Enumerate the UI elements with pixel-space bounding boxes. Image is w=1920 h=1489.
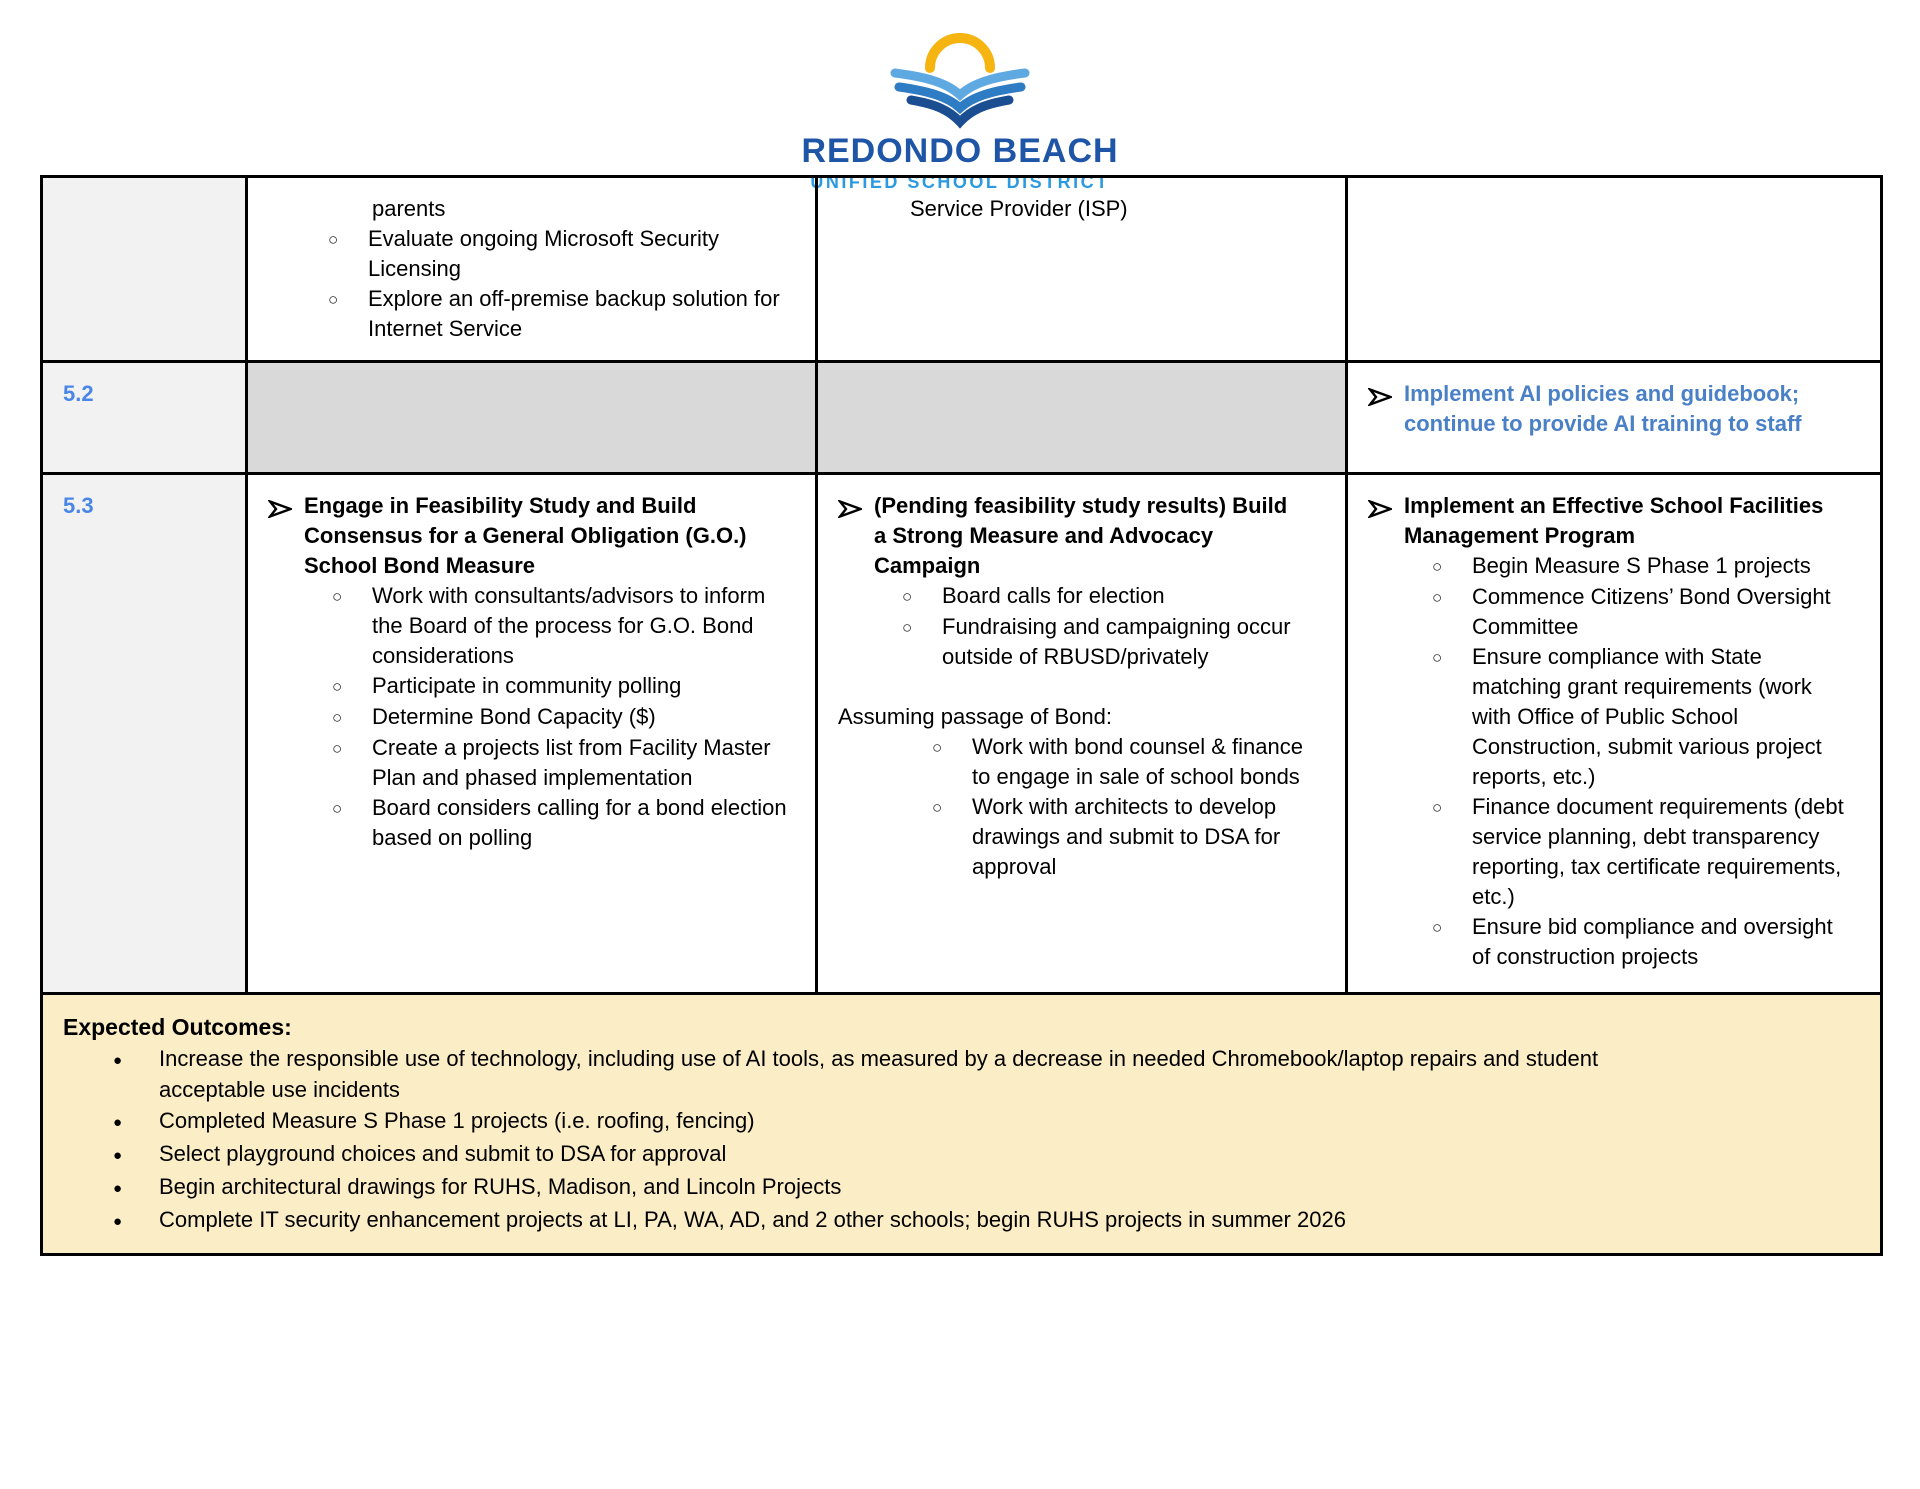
list-item: ○ Work with bond counsel & finance to engage in sale of school bonds: [932, 732, 1325, 792]
list-item: ○ Evaluate ongoing Microsoft Security Licensing: [328, 224, 795, 284]
outcomes-heading: Expected Outcomes:: [63, 1014, 292, 1040]
action-cell-5-2: [1347, 362, 1882, 474]
dot-bullet-icon: ●: [113, 1052, 123, 1069]
arrow-bullet-icon: [1368, 491, 1404, 551]
arrow-bullet-icon: [1368, 379, 1404, 439]
dot-bullet-icon: ●: [113, 1213, 123, 1230]
goal-id-cell-empty: [42, 177, 247, 362]
arrow-bullet-icon: [268, 491, 304, 581]
action-cell-facilities: [1347, 474, 1882, 994]
dot-bullet-icon: ●: [113, 1180, 123, 1197]
circle-bullet-icon: ○: [1432, 557, 1443, 576]
list-item: ○ Begin Measure S Phase 1 projects: [1432, 551, 1860, 582]
district-subtitle: UNIFIED SCHOOL DISTRICT: [810, 172, 1110, 192]
arrow-list-item: [838, 491, 1325, 581]
gray-cell: [247, 362, 817, 474]
action-cell-campaign: [817, 474, 1347, 994]
goal-id-5-2: 5.2: [42, 362, 247, 474]
list-item: ○ Finance document requirements (debt service planning, debt transparency reporting, tax certificate requirements, etc.): [1432, 792, 1860, 912]
action-heading: Implement an Effective School Facilities Management Program: [1404, 493, 1824, 548]
circle-bullet-icon: ○: [1432, 918, 1443, 937]
circle-bullet-icon: ○: [328, 290, 339, 309]
logo-sun-book-icon: [885, 26, 1035, 130]
strategic-plan-table: [40, 175, 1883, 1256]
continuation-cell-right-empty: [1347, 177, 1882, 362]
goal-id-5-3: 5.3: [42, 474, 247, 994]
action-heading: (Pending feasibility study results) Build a Strong Measure and Advocacy Campaign: [874, 493, 1288, 578]
list-item: ○ Explore an off-premise backup solution for Internet Service: [328, 284, 795, 344]
outcome-item: ● Begin architectural drawings for RUHS, Madison, and Lincoln Projects: [113, 1171, 1673, 1204]
continuation-text: parents: [372, 196, 446, 221]
circle-bullet-icon: ○: [332, 708, 343, 727]
dot-bullet-icon: ●: [113, 1114, 123, 1131]
circle-bullet-icon: ○: [332, 677, 343, 696]
table-row-5-3: [42, 474, 1882, 994]
outcome-item: ● Select playground choices and submit to DSA for approval: [113, 1138, 1673, 1171]
list-item: ○ Work with consultants/advisors to inform the Board of the process for G.O. Bond considerations: [332, 581, 795, 671]
circle-bullet-icon: ○: [902, 618, 913, 637]
expected-outcomes-section: [42, 994, 1882, 1255]
outcome-item: ● Completed Measure S Phase 1 projects (i.e. roofing, fencing): [113, 1105, 1673, 1138]
arrow-list-item: [268, 491, 795, 581]
arrow-list-item: [1368, 491, 1860, 551]
circle-bullet-icon: ○: [332, 587, 343, 606]
circle-bullet-icon: ○: [932, 798, 943, 817]
list-item: ○ Determine Bond Capacity ($): [332, 702, 795, 733]
circle-bullet-icon: ○: [1432, 648, 1443, 667]
table-row-outcomes: [42, 994, 1882, 1255]
list-item: ○ Commence Citizens’ Bond Oversight Committee: [1432, 582, 1860, 642]
list-item: ○ Ensure compliance with State matching grant requirements (work with Office of Public School Construction, submit various project reports, etc.): [1432, 642, 1860, 792]
outcome-item: ● Increase the responsible use of technology, including use of AI tools, as measured by a decrease in needed Chromebook/laptop repairs and student acceptable use incidents: [113, 1043, 1673, 1105]
table-row-continuation: [42, 177, 1882, 362]
list-item: ○ Ensure bid compliance and oversight of construction projects: [1432, 912, 1860, 972]
action-heading: Engage in Feasibility Study and Build Consensus for a General Obligation (G.O.) School Bond Measure: [304, 493, 747, 578]
table-row-5-2: [42, 362, 1882, 474]
circle-bullet-icon: ○: [332, 799, 343, 818]
list-item: ○ Participate in community polling: [332, 671, 795, 702]
continuation-cell-goal: [247, 177, 817, 362]
circle-bullet-icon: ○: [1432, 588, 1443, 607]
arrow-list-item: [1368, 379, 1860, 439]
arrow-bullet-icon: [838, 491, 874, 581]
gray-cell: [817, 362, 1347, 474]
list-item: ○ Work with architects to develop drawings and submit to DSA for approval: [932, 792, 1325, 882]
circle-bullet-icon: ○: [332, 739, 343, 758]
circle-bullet-icon: ○: [902, 587, 913, 606]
circle-bullet-icon: ○: [328, 230, 339, 249]
list-item: ○ Board calls for election: [902, 581, 1325, 612]
continuation-text: Service Provider (ISP): [910, 196, 1128, 221]
highlighted-action-text: Implement AI policies and guidebook; continue to provide AI training to staff: [1404, 381, 1802, 436]
district-logo: [0, 26, 1920, 193]
district-name: REDONDO BEACH: [801, 132, 1119, 170]
list-item: ○ Fundraising and campaigning occur outside of RBUSD/privately: [902, 612, 1325, 672]
circle-bullet-icon: ○: [1432, 798, 1443, 817]
note-text: Assuming passage of Bond:: [838, 704, 1112, 729]
continuation-cell-mid: [817, 177, 1347, 362]
list-item: ○ Create a projects list from Facility Master Plan and phased implementation: [332, 733, 795, 793]
dot-bullet-icon: ●: [113, 1147, 123, 1164]
list-item: ○ Board considers calling for a bond election based on polling: [332, 793, 795, 853]
circle-bullet-icon: ○: [932, 738, 943, 757]
outcome-item: ● Complete IT security enhancement projects at LI, PA, WA, AD, and 2 other schools; begin RUHS projects in summer 2026: [113, 1204, 1673, 1237]
action-cell-bond-measure: [247, 474, 817, 994]
